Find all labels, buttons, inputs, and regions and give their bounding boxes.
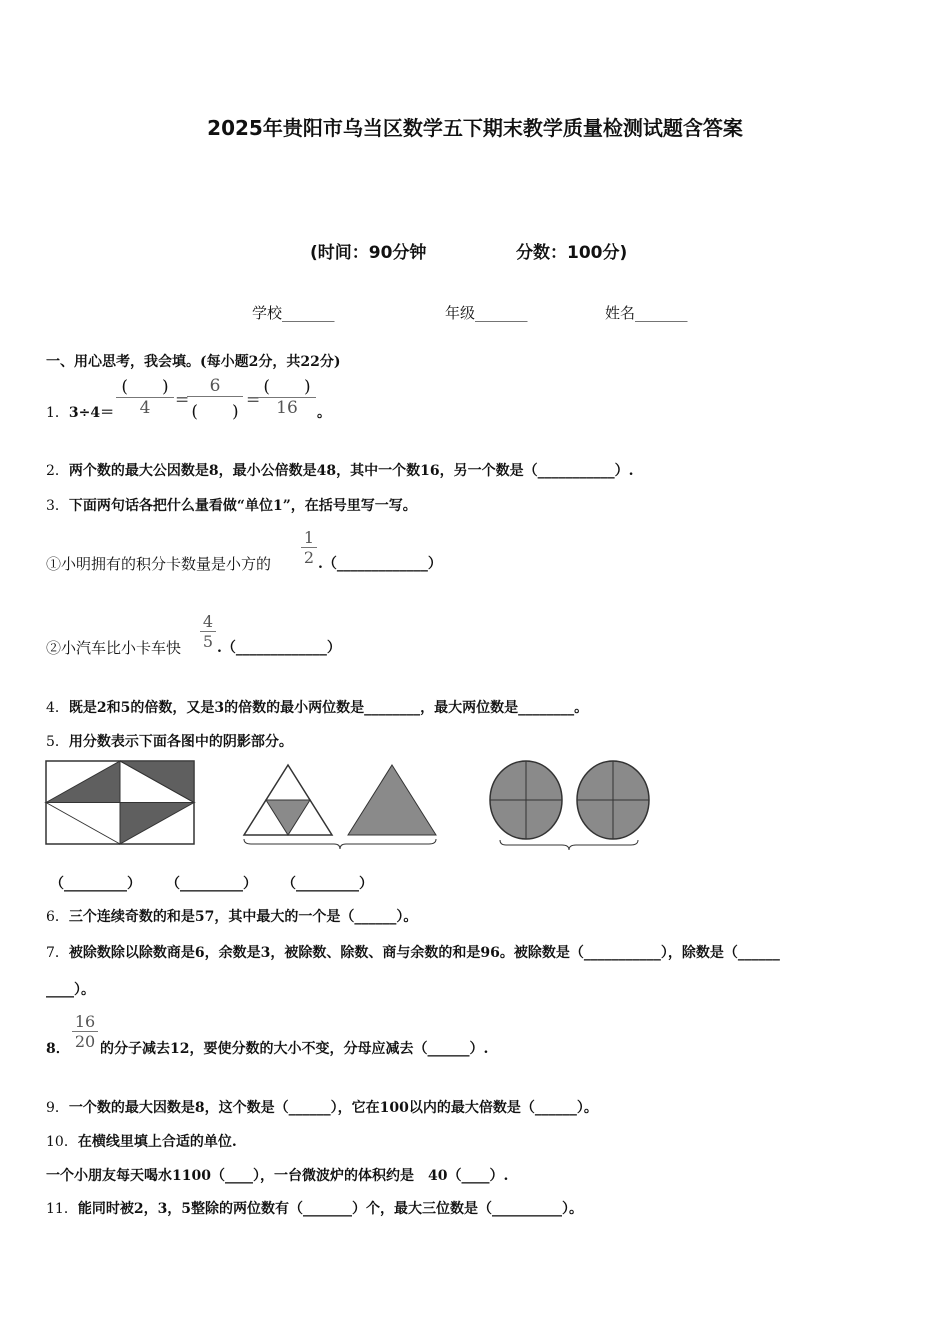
question-6 [46, 906, 417, 926]
equals-sign: = [175, 390, 190, 410]
fraction-denominator: ( ) [191, 402, 239, 422]
school-field: 学校_______ [252, 304, 335, 322]
question-text: 被除数除以除数商是6，余数是3，被除数、除数、商与余数的和是96。被除数是（___________），除数是（______ [68, 945, 780, 961]
question-text: 能同时被2，3，5整除的两位数有（_______）个，最大三位数是（__________）。 [77, 1201, 584, 1217]
brace [244, 839, 436, 849]
question-3b [46, 637, 181, 658]
exam-time: (时间：90分钟 [310, 243, 427, 263]
question-text: 三个连续奇数的和是57，其中最大的一个是（______）。 [68, 909, 418, 925]
figure-triangles [243, 765, 443, 855]
fraction-denominator: 20 [74, 1032, 96, 1051]
question-text: 用分数表示下面各图中的阴影部分。 [68, 734, 293, 750]
question-9 [46, 1097, 598, 1117]
figure-circles [488, 760, 653, 854]
fraction-2 [187, 376, 243, 422]
fraction-denominator: 2 [303, 548, 315, 567]
answer-blank-2: （_________） [166, 876, 257, 892]
question-number: 5． [46, 734, 69, 750]
brace [500, 840, 638, 850]
fraction-numerator: 16 [74, 1012, 96, 1031]
fraction-one-half [301, 528, 317, 567]
question-text: 3÷4＝ [68, 405, 115, 421]
answer-blank: .（_____________） [318, 556, 442, 572]
question-3 [46, 495, 417, 515]
question-number: 7． [46, 945, 69, 961]
fraction-numerator: 6 [209, 376, 221, 396]
fraction-numerator: ( ) [263, 377, 311, 397]
question-number: 10． [46, 1134, 78, 1150]
exam-score: 分数：100分) [516, 243, 628, 263]
question-11 [46, 1198, 583, 1218]
shaded-large-triangle [348, 765, 436, 835]
question-number: 11． [46, 1201, 78, 1217]
name-field: 姓名_______ [605, 304, 688, 322]
fraction-denominator: 5 [202, 632, 214, 651]
section-heading: 一、用心思考，我会填。(每小题2分，共22分) [46, 354, 341, 370]
grade-field: 年级_______ [445, 304, 528, 322]
question-8-number: 8． [46, 1041, 70, 1057]
question-text: 在横线里填上合适的单位. [77, 1134, 237, 1150]
fraction-numerator: ( ) [121, 377, 169, 397]
page-title: 2025年贵阳市乌当区数学五下期末教学质量检测试题含答案 [207, 116, 743, 140]
question-number: 4． [46, 700, 69, 716]
question-7 [46, 942, 780, 962]
fraction-four-fifths [200, 612, 216, 651]
answer-blank: .（_____________） [217, 640, 341, 656]
question-text: 既是2和5的倍数，又是3的倍数的最小两位数是________，最大两位数是________。 [68, 700, 589, 716]
question-10 [46, 1131, 237, 1151]
answer-blank-1: （_________） [50, 876, 141, 892]
fraction-1 [116, 372, 174, 418]
question-text: 下面两句话各把什么量看做“单位1”，在括号里写一写。 [68, 498, 417, 514]
period: 。 [317, 405, 331, 421]
question-4 [46, 697, 588, 717]
question-10-line: 一个小朋友每天喝水1100（____），一台微波炉的体积约是 40（____）. [46, 1168, 509, 1184]
answer-blank-3: （_________） [282, 876, 373, 892]
question-number: 2． [46, 463, 69, 479]
question-number: 9． [46, 1100, 69, 1116]
equals-sign: = [246, 390, 261, 410]
fraction-16-20 [72, 1012, 98, 1051]
question-number: 3． [46, 498, 69, 514]
question-number: 1． [46, 405, 69, 421]
question-5 [46, 731, 293, 751]
fraction-denominator: 16 [276, 398, 298, 418]
fraction-numerator: 4 [202, 612, 214, 631]
fraction-3 [258, 372, 316, 418]
question-text: 两个数的最大公因数是8，最小公倍数是48，其中一个数16，另一个数是（___________）. [68, 463, 634, 479]
fraction-numerator: 1 [303, 528, 315, 547]
question-text: ①小明拥有的积分卡数量是小方的 [46, 555, 272, 573]
question-2 [46, 460, 634, 480]
question-text: 一个数的最大因数是8，这个数是（______），它在100以内的最大倍数是（______）。 [68, 1100, 598, 1116]
question-text: ②小汽车比小卡车快 [46, 639, 182, 657]
question-3a [46, 553, 271, 574]
question-number: 6． [46, 909, 69, 925]
question-7-continued: ____）。 [46, 982, 95, 998]
question-8: 的分子减去12，要使分数的大小不变，分母应减去（______）. [100, 1041, 489, 1057]
fraction-denominator: 4 [139, 398, 151, 418]
question-1 [46, 402, 114, 422]
figure-rectangle [46, 761, 196, 845]
